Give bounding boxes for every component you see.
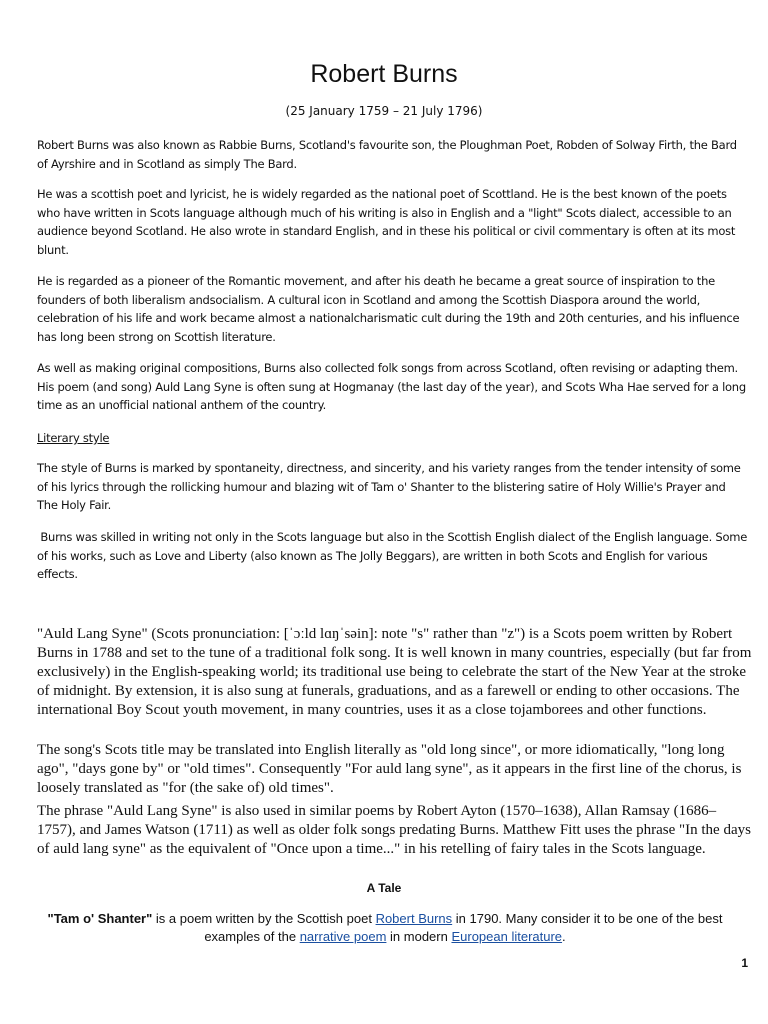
intro-paragraph-2: He was a scottish poet and lyricist, he is widely regarded as the national poet of Scottland. He is the best known of the poets who have written in Scots language although much of his writing is also in English and a "light" Scots dialect, accessible to an audience beyond Scotland. He also wrote in standard English, and in these his political or civil commentary is often at its most blunt. xyxy=(37,187,736,257)
tale-text-1: is a poem written by the Scottish poet xyxy=(152,911,376,926)
page-number: 1 xyxy=(741,956,748,970)
tale-text-4: . xyxy=(562,929,566,944)
auld-lang-syne-paragraph-2: The song's Scots title may be translated into English literally as "old long since", or more idiomatically, "long long ago", "days gone by" or "old times". Consequently "For auld lang syne", as it appears in the first line of the chorus, is loosely translated as "for (the sake of) old times". xyxy=(37,742,742,796)
tale-text-3: in modern xyxy=(386,929,452,944)
tale-paragraph xyxy=(40,910,730,946)
literary-paragraph-1: The style of Burns is marked by spontaneity, directness, and sincerity, and his variety ranges from the tender intensity of some of his lyrics through the rollicking humour and blazing wit of Tam o' Shanter to the blistering satire of Holy Willie's Prayer and The Holy Fair. xyxy=(37,461,741,512)
tale-text-2: in 1790. Many consider it to be one of the best examples of the xyxy=(204,911,723,944)
european-literature-link[interactable]: European literature xyxy=(451,929,563,944)
robert-burns-link[interactable]: Robert Burns xyxy=(375,911,453,926)
auld-lang-syne-paragraph-3: The phrase "Auld Lang Syne" is also used in similar poems by Robert Ayton (1570–1638), Allan Ramsay (1686–1757), and James Watson (1711) as well as older folk songs predating Burns. Matthew Fitt uses the phrase "In the days of auld lang syne" as the equivalent of "Once upon a time..." in his retelling of fairy tales in the Scots language. xyxy=(37,803,751,857)
narrative-poem-link[interactable]: narrative poem xyxy=(299,929,387,944)
literary-style-heading: Literary style xyxy=(37,431,110,445)
literary-paragraph-2: Burns was skilled in writing not only in the Scots language but also in the Scottish English dialect of the English language. Some of his works, such as Love and Liberty (also known as The Jolly Beggars), are written in both Scots and English for various effects. xyxy=(37,530,751,581)
life-dates: (25 January 1759 – 21 July 1796) xyxy=(285,104,483,118)
auld-lang-syne-paragraph-1: "Auld Lang Syne" (Scots pronunciation: [ˈɔːld lɑŋˈsəin]: note "s" rather than "z") is a Scots poem written by Robert Burns in 1788 and set to the tune of a traditional folk song. It is well known in many countries, especially (but far from exclusively) in the English-speaking world; its traditional use being to celebrate the start of the New Year at the stroke of midnight. By extension, it is also sung at funerals, graduations, and as a farewell or ending to other occasions. The international Boy Scout youth movement, in many countries, uses it as a close tojamborees and other functions. xyxy=(37,626,752,718)
intro-paragraph-3: He is regarded as a pioneer of the Romantic movement, and after his death he became a great source of inspiration to the founders of both liberalism andsocialism. A cultural icon in Scotland and among the Scottish Diaspora around the world, celebration of his life and work became almost a nationalcharismatic cult during the 19th and 20th centuries, and his influence has long been strong on Scottish literature. xyxy=(37,274,740,344)
tale-heading: A Tale xyxy=(366,881,402,895)
intro-paragraph-4: As well as making original compositions, Burns also collected folk songs from across Scotland, often revising or adapting them. His poem (and song) Auld Lang Syne is often sung at Hogmanay (the last day of the year), and Scots Wha Hae served for a long time as an unofficial national anthem of the country. xyxy=(37,361,746,412)
page-title: Robert Burns xyxy=(310,60,458,88)
tale-poem-title: "Tam o' Shanter" xyxy=(47,911,153,926)
intro-paragraph-1: Robert Burns was also known as Rabbie Burns, Scotland's favourite son, the Ploughman Poet, Robden of Solway Firth, the Bard of Ayrshire and in Scotland as simply The Bard. xyxy=(37,138,737,171)
